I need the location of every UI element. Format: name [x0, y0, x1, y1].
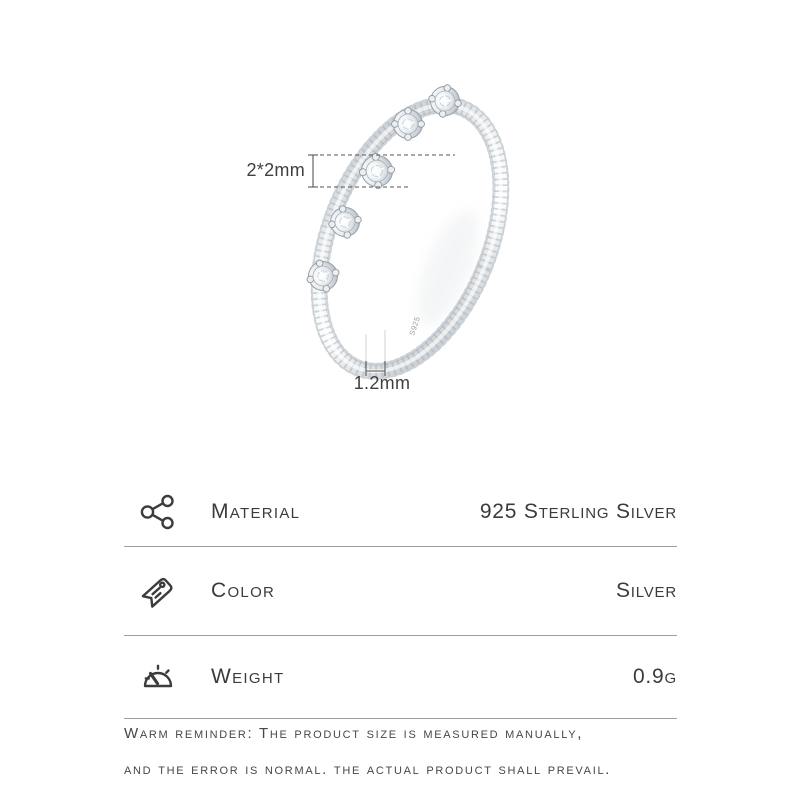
spec-label-weight: Weight [211, 665, 285, 688]
gauge-icon [138, 657, 178, 697]
stone-size-label: 2*2mm [246, 160, 305, 180]
tag-icon [138, 571, 178, 611]
spec-value-color: Silver [615, 579, 677, 602]
share-icon [138, 492, 178, 532]
warm-reminder [124, 724, 684, 796]
spec-value-weight: 0.9g [632, 665, 677, 688]
spec-label-material: Material [211, 500, 301, 523]
spec-label-color: Color [211, 579, 276, 602]
spec-row-weight [124, 636, 677, 719]
spec-row-material [124, 478, 677, 547]
warm-reminder-line-2: and the error is normal. the actual product shall prevail. [124, 761, 612, 778]
warm-reminder-line-1: Warm reminder: The product size is measured manually, [124, 725, 584, 742]
band-width-label: 1.2mm [353, 373, 411, 393]
spec-value-material: 925 Sterling Silver [479, 500, 677, 523]
hallmark-text: S925 [407, 315, 422, 337]
spec-row-color [124, 547, 677, 636]
spec-table [124, 478, 677, 719]
